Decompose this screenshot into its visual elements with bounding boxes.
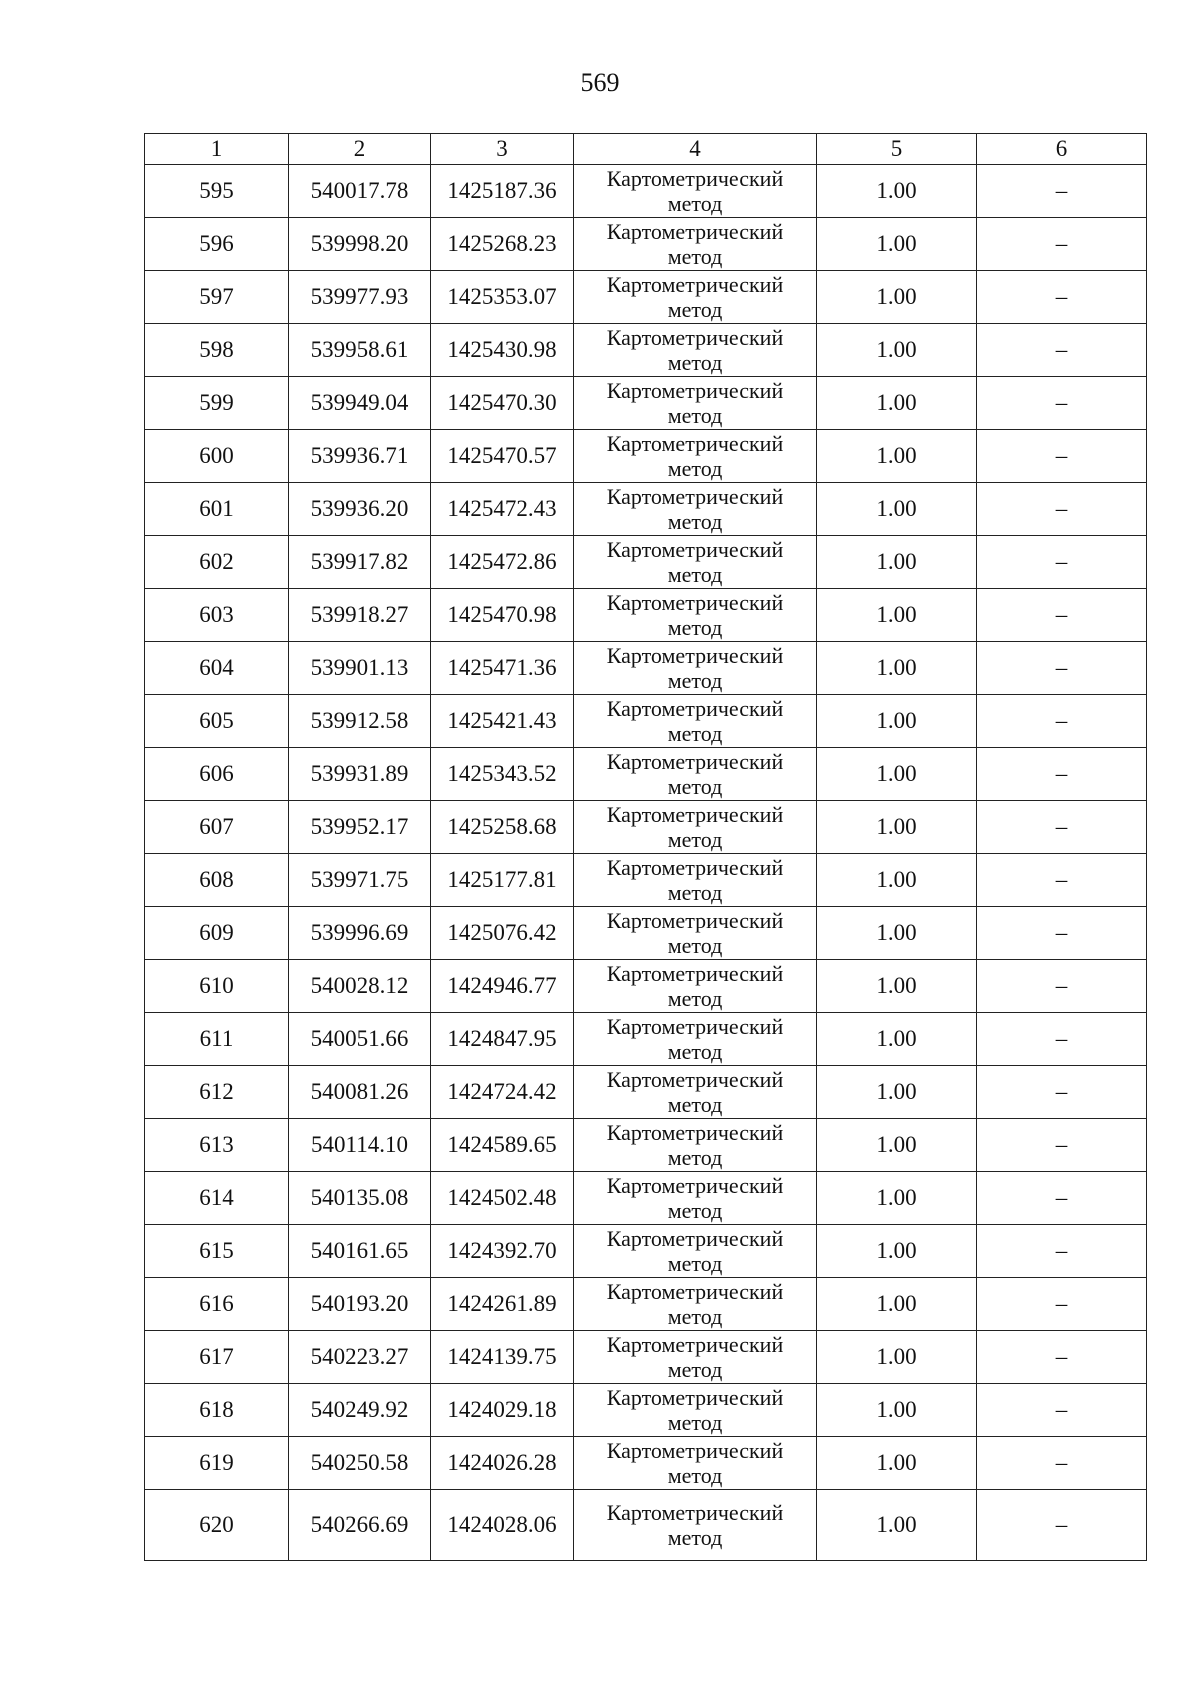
- point-number-cell: 598: [145, 324, 289, 377]
- point-number-cell: 605: [145, 695, 289, 748]
- y-coordinate-cell: 1425470.98: [431, 589, 574, 642]
- note-cell: –: [977, 1384, 1147, 1437]
- accuracy-cell: 1.00: [817, 748, 977, 801]
- method-cell: [574, 854, 817, 907]
- accuracy-cell: 1.00: [817, 1172, 977, 1225]
- x-coordinate-cell: 540051.66: [289, 1013, 431, 1066]
- method-cell: [574, 1225, 817, 1278]
- accuracy-cell: 1.00: [817, 1013, 977, 1066]
- method-line-1: Картометрический: [606, 643, 784, 668]
- table-row: [145, 1013, 1147, 1066]
- method-cell: [574, 430, 817, 483]
- method-cell: [574, 324, 817, 377]
- method-line-1: Картометрический: [606, 166, 784, 191]
- accuracy-cell: 1.00: [817, 907, 977, 960]
- x-coordinate-cell: 539971.75: [289, 854, 431, 907]
- column-header: 4: [574, 134, 817, 165]
- method-line-1: Картометрический: [606, 855, 784, 880]
- accuracy-cell: 1.00: [817, 1384, 977, 1437]
- table-row: [145, 1490, 1147, 1561]
- table-row: [145, 801, 1147, 854]
- method-cell: [574, 1278, 817, 1331]
- method-line-2: метод: [667, 1410, 723, 1435]
- table-row: [145, 1066, 1147, 1119]
- table-row: [145, 1119, 1147, 1172]
- table-row: [145, 430, 1147, 483]
- method-line-1: Картометрический: [606, 1014, 784, 1039]
- method-line-1: Картометрический: [606, 749, 784, 774]
- note-cell: –: [977, 695, 1147, 748]
- method-line-1: Картометрический: [606, 484, 784, 509]
- method-cell: [574, 642, 817, 695]
- method-cell: [574, 1331, 817, 1384]
- table-row: [145, 1172, 1147, 1225]
- point-number-cell: 614: [145, 1172, 289, 1225]
- accuracy-cell: 1.00: [817, 854, 977, 907]
- method-line-1: Картометрический: [606, 1279, 784, 1304]
- accuracy-cell: 1.00: [817, 1119, 977, 1172]
- point-number-cell: 612: [145, 1066, 289, 1119]
- note-cell: –: [977, 748, 1147, 801]
- method-line-2: метод: [667, 721, 723, 746]
- note-cell: –: [977, 960, 1147, 1013]
- accuracy-cell: 1.00: [817, 271, 977, 324]
- note-cell: –: [977, 1119, 1147, 1172]
- method-cell: [574, 1119, 817, 1172]
- method-cell: [574, 218, 817, 271]
- y-coordinate-cell: 1424847.95: [431, 1013, 574, 1066]
- method-cell: [574, 377, 817, 430]
- x-coordinate-cell: 539918.27: [289, 589, 431, 642]
- x-coordinate-cell: 539952.17: [289, 801, 431, 854]
- accuracy-cell: 1.00: [817, 1066, 977, 1119]
- method-cell: [574, 1384, 817, 1437]
- accuracy-cell: 1.00: [817, 1331, 977, 1384]
- method-line-2: метод: [667, 244, 723, 269]
- method-line-2: метод: [667, 986, 723, 1011]
- x-coordinate-cell: 539998.20: [289, 218, 431, 271]
- y-coordinate-cell: 1425268.23: [431, 218, 574, 271]
- table-row: [145, 642, 1147, 695]
- table-row: [145, 695, 1147, 748]
- x-coordinate-cell: 540250.58: [289, 1437, 431, 1490]
- method-cell: [574, 1066, 817, 1119]
- method-line-2: метод: [667, 774, 723, 799]
- accuracy-cell: 1.00: [817, 324, 977, 377]
- method-cell: [574, 589, 817, 642]
- method-cell: [574, 1490, 817, 1561]
- method-line-2: метод: [667, 1092, 723, 1117]
- point-number-cell: 610: [145, 960, 289, 1013]
- method-line-1: Картометрический: [606, 1067, 784, 1092]
- x-coordinate-cell: 540223.27: [289, 1331, 431, 1384]
- note-cell: –: [977, 218, 1147, 271]
- point-number-cell: 613: [145, 1119, 289, 1172]
- point-number-cell: 597: [145, 271, 289, 324]
- y-coordinate-cell: 1425177.81: [431, 854, 574, 907]
- note-cell: –: [977, 165, 1147, 218]
- note-cell: –: [977, 1437, 1147, 1490]
- y-coordinate-cell: 1424026.28: [431, 1437, 574, 1490]
- method-line-1: Картометрический: [606, 1500, 784, 1525]
- point-number-cell: 601: [145, 483, 289, 536]
- method-line-2: метод: [667, 1251, 723, 1276]
- x-coordinate-cell: 539977.93: [289, 271, 431, 324]
- method-cell: [574, 907, 817, 960]
- point-number-cell: 609: [145, 907, 289, 960]
- table-row: [145, 1384, 1147, 1437]
- point-number-cell: 608: [145, 854, 289, 907]
- x-coordinate-cell: 540249.92: [289, 1384, 431, 1437]
- point-number-cell: 616: [145, 1278, 289, 1331]
- accuracy-cell: 1.00: [817, 1437, 977, 1490]
- note-cell: –: [977, 1172, 1147, 1225]
- y-coordinate-cell: 1425353.07: [431, 271, 574, 324]
- method-cell: [574, 483, 817, 536]
- accuracy-cell: 1.00: [817, 1225, 977, 1278]
- column-header: 2: [289, 134, 431, 165]
- accuracy-cell: 1.00: [817, 1278, 977, 1331]
- method-line-1: Картометрический: [606, 696, 784, 721]
- column-header: 3: [431, 134, 574, 165]
- method-line-2: метод: [667, 880, 723, 905]
- note-cell: –: [977, 430, 1147, 483]
- table-row: [145, 377, 1147, 430]
- accuracy-cell: 1.00: [817, 377, 977, 430]
- note-cell: –: [977, 324, 1147, 377]
- x-coordinate-cell: 540114.10: [289, 1119, 431, 1172]
- y-coordinate-cell: 1424029.18: [431, 1384, 574, 1437]
- y-coordinate-cell: 1424589.65: [431, 1119, 574, 1172]
- coordinates-table: [144, 133, 1147, 1561]
- method-line-2: метод: [667, 1145, 723, 1170]
- y-coordinate-cell: 1424139.75: [431, 1331, 574, 1384]
- x-coordinate-cell: 539931.89: [289, 748, 431, 801]
- accuracy-cell: 1.00: [817, 483, 977, 536]
- note-cell: –: [977, 801, 1147, 854]
- method-line-2: метод: [667, 1039, 723, 1064]
- x-coordinate-cell: 540161.65: [289, 1225, 431, 1278]
- method-cell: [574, 165, 817, 218]
- method-line-2: метод: [667, 509, 723, 534]
- y-coordinate-cell: 1424724.42: [431, 1066, 574, 1119]
- table-row: [145, 536, 1147, 589]
- table-row: [145, 748, 1147, 801]
- table-body: [145, 165, 1147, 1561]
- y-coordinate-cell: 1425470.57: [431, 430, 574, 483]
- method-line-2: метод: [667, 403, 723, 428]
- column-header: 1: [145, 134, 289, 165]
- y-coordinate-cell: 1424946.77: [431, 960, 574, 1013]
- point-number-cell: 600: [145, 430, 289, 483]
- column-header: 5: [817, 134, 977, 165]
- method-line-1: Картометрический: [606, 272, 784, 297]
- method-line-1: Картометрический: [606, 1226, 784, 1251]
- x-coordinate-cell: 539958.61: [289, 324, 431, 377]
- point-number-cell: 611: [145, 1013, 289, 1066]
- point-number-cell: 595: [145, 165, 289, 218]
- method-line-1: Картометрический: [606, 378, 784, 403]
- y-coordinate-cell: 1424028.06: [431, 1490, 574, 1561]
- method-line-1: Картометрический: [606, 802, 784, 827]
- point-number-cell: 607: [145, 801, 289, 854]
- method-cell: [574, 695, 817, 748]
- accuracy-cell: 1.00: [817, 430, 977, 483]
- method-line-2: метод: [667, 297, 723, 322]
- point-number-cell: 617: [145, 1331, 289, 1384]
- table-row: [145, 218, 1147, 271]
- method-line-2: метод: [667, 827, 723, 852]
- method-cell: [574, 1013, 817, 1066]
- method-line-2: метод: [667, 1304, 723, 1329]
- accuracy-cell: 1.00: [817, 642, 977, 695]
- y-coordinate-cell: 1425076.42: [431, 907, 574, 960]
- table-row: [145, 271, 1147, 324]
- y-coordinate-cell: 1425187.36: [431, 165, 574, 218]
- note-cell: –: [977, 1331, 1147, 1384]
- table-row: [145, 960, 1147, 1013]
- point-number-cell: 620: [145, 1490, 289, 1561]
- note-cell: –: [977, 536, 1147, 589]
- point-number-cell: 618: [145, 1384, 289, 1437]
- method-cell: [574, 748, 817, 801]
- y-coordinate-cell: 1425421.43: [431, 695, 574, 748]
- point-number-cell: 606: [145, 748, 289, 801]
- accuracy-cell: 1.00: [817, 536, 977, 589]
- note-cell: –: [977, 1278, 1147, 1331]
- note-cell: –: [977, 642, 1147, 695]
- point-number-cell: 599: [145, 377, 289, 430]
- point-number-cell: 619: [145, 1437, 289, 1490]
- note-cell: –: [977, 854, 1147, 907]
- point-number-cell: 603: [145, 589, 289, 642]
- table-row: [145, 1437, 1147, 1490]
- note-cell: –: [977, 1013, 1147, 1066]
- accuracy-cell: 1.00: [817, 695, 977, 748]
- method-line-1: Картометрический: [606, 1332, 784, 1357]
- note-cell: –: [977, 1490, 1147, 1561]
- table-row: [145, 589, 1147, 642]
- point-number-cell: 604: [145, 642, 289, 695]
- table-header-row: [145, 134, 1147, 165]
- accuracy-cell: 1.00: [817, 218, 977, 271]
- note-cell: –: [977, 1066, 1147, 1119]
- x-coordinate-cell: 539936.71: [289, 430, 431, 483]
- x-coordinate-cell: 540193.20: [289, 1278, 431, 1331]
- y-coordinate-cell: 1424502.48: [431, 1172, 574, 1225]
- table-row: [145, 1225, 1147, 1278]
- y-coordinate-cell: 1425471.36: [431, 642, 574, 695]
- table-row: [145, 324, 1147, 377]
- method-line-2: метод: [667, 350, 723, 375]
- table-row: [145, 1278, 1147, 1331]
- table-row: [145, 483, 1147, 536]
- x-coordinate-cell: 539901.13: [289, 642, 431, 695]
- accuracy-cell: 1.00: [817, 801, 977, 854]
- method-line-1: Картометрический: [606, 1438, 784, 1463]
- method-line-2: метод: [667, 668, 723, 693]
- note-cell: –: [977, 271, 1147, 324]
- y-coordinate-cell: 1425430.98: [431, 324, 574, 377]
- y-coordinate-cell: 1424261.89: [431, 1278, 574, 1331]
- method-line-1: Картометрический: [606, 961, 784, 986]
- method-cell: [574, 1172, 817, 1225]
- method-line-1: Картометрический: [606, 431, 784, 456]
- method-line-1: Картометрический: [606, 537, 784, 562]
- method-line-2: метод: [667, 933, 723, 958]
- point-number-cell: 602: [145, 536, 289, 589]
- method-cell: [574, 271, 817, 324]
- table-row: [145, 165, 1147, 218]
- method-line-2: метод: [667, 1525, 723, 1550]
- point-number-cell: 615: [145, 1225, 289, 1278]
- method-cell: [574, 536, 817, 589]
- x-coordinate-cell: 540135.08: [289, 1172, 431, 1225]
- method-line-1: Картометрический: [606, 219, 784, 244]
- accuracy-cell: 1.00: [817, 960, 977, 1013]
- method-line-2: метод: [667, 1357, 723, 1382]
- y-coordinate-cell: 1424392.70: [431, 1225, 574, 1278]
- x-coordinate-cell: 539936.20: [289, 483, 431, 536]
- table-row: [145, 907, 1147, 960]
- y-coordinate-cell: 1425470.30: [431, 377, 574, 430]
- method-line-2: метод: [667, 562, 723, 587]
- note-cell: –: [977, 377, 1147, 430]
- method-line-1: Картометрический: [606, 1385, 784, 1410]
- x-coordinate-cell: 540017.78: [289, 165, 431, 218]
- method-line-1: Картометрический: [606, 325, 784, 350]
- method-line-2: метод: [667, 615, 723, 640]
- note-cell: –: [977, 1225, 1147, 1278]
- x-coordinate-cell: 539917.82: [289, 536, 431, 589]
- method-line-1: Картометрический: [606, 1120, 784, 1145]
- accuracy-cell: 1.00: [817, 1490, 977, 1561]
- x-coordinate-cell: 539912.58: [289, 695, 431, 748]
- page-number: 569: [580, 68, 620, 97]
- note-cell: –: [977, 907, 1147, 960]
- x-coordinate-cell: 540028.12: [289, 960, 431, 1013]
- method-line-1: Картометрический: [606, 908, 784, 933]
- note-cell: –: [977, 483, 1147, 536]
- method-line-2: метод: [667, 1198, 723, 1223]
- column-header: 6: [977, 134, 1147, 165]
- x-coordinate-cell: 539949.04: [289, 377, 431, 430]
- accuracy-cell: 1.00: [817, 589, 977, 642]
- method-line-2: метод: [667, 191, 723, 216]
- method-cell: [574, 960, 817, 1013]
- accuracy-cell: 1.00: [817, 165, 977, 218]
- x-coordinate-cell: 539996.69: [289, 907, 431, 960]
- method-line-1: Картометрический: [606, 590, 784, 615]
- y-coordinate-cell: 1425343.52: [431, 748, 574, 801]
- method-line-1: Картометрический: [606, 1173, 784, 1198]
- method-line-2: метод: [667, 1463, 723, 1488]
- x-coordinate-cell: 540266.69: [289, 1490, 431, 1561]
- method-line-2: метод: [667, 456, 723, 481]
- y-coordinate-cell: 1425258.68: [431, 801, 574, 854]
- method-cell: [574, 801, 817, 854]
- table-row: [145, 854, 1147, 907]
- method-cell: [574, 1437, 817, 1490]
- y-coordinate-cell: 1425472.43: [431, 483, 574, 536]
- note-cell: –: [977, 589, 1147, 642]
- x-coordinate-cell: 540081.26: [289, 1066, 431, 1119]
- table-row: [145, 1331, 1147, 1384]
- y-coordinate-cell: 1425472.86: [431, 536, 574, 589]
- point-number-cell: 596: [145, 218, 289, 271]
